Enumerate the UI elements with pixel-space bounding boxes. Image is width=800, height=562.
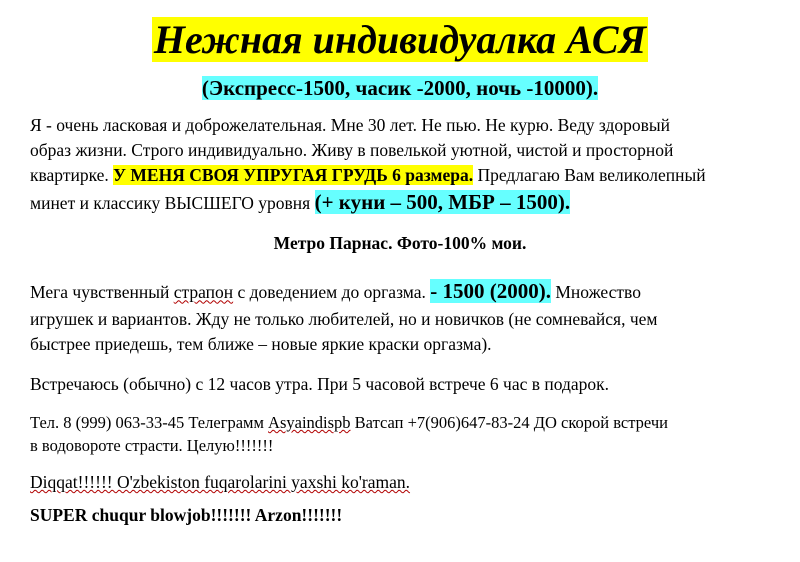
page-title-text: Нежная индивидуалка АСЯ xyxy=(153,17,647,62)
intro-line-3 xyxy=(30,163,770,188)
uzbek-line xyxy=(30,472,770,493)
intro-paragraph xyxy=(30,113,770,217)
page-title xyxy=(30,18,770,62)
extras-price-highlight: (+ куни – 500, МБР – 1500). xyxy=(314,189,571,214)
phone-text: Тел. 8 (999) 063-33-45 Телеграмм xyxy=(30,412,269,432)
strapon-part-3: Множество xyxy=(550,282,641,303)
intro-line-4-start: минет и классику ВЫСШЕГО уровня xyxy=(30,192,315,213)
uzbek-line-text: Diqqat!!!!!! O'zbekiston fuqarolarini yaxshi ko'raman. xyxy=(30,471,411,492)
intro-line-4 xyxy=(30,188,770,218)
strapon-part-1: Мега чувственный xyxy=(30,282,174,303)
price-header xyxy=(30,76,770,101)
schedule-line: Встречаюсь (обычно) с 12 часов утра. При 5 часовой встрече 6 час в подарок. xyxy=(30,373,610,394)
contacts-line-2: в водовороте страсти. Целую!!!!!!! xyxy=(30,436,274,456)
price-header-text: (Экспресс-1500, часик -2000, ночь -10000). xyxy=(201,76,599,100)
strapon-part-2: с доведением до оргазма. xyxy=(233,282,431,303)
intro-line-3-end: Предлагаю Вам великолепный xyxy=(473,164,706,185)
strapon-line-2: игрушек и вариантов. Жду не только любителей, но и новичков (не сомневайся, чем xyxy=(30,308,658,329)
final-line: SUPER chuqur blowjob!!!!!!! Arzon!!!!!!! xyxy=(30,504,343,525)
strapon-line-3: быстрее приедешь, тем ближе – новые яркие краски оргазма). xyxy=(30,334,492,355)
whatsapp-text: Ватсап +7(906)647-83-24 ДО скорой встречи xyxy=(350,412,668,432)
strapon-paragraph xyxy=(30,276,770,357)
strapon-price-highlight: - 1500 (2000). xyxy=(430,279,551,304)
intro-line-2: образ жизни. Строго индивидуально. Живу в повелькой уютной, чистой и просторной xyxy=(30,139,674,160)
contacts-paragraph xyxy=(30,411,770,458)
intro-line-3-start: квартирке. xyxy=(30,164,114,185)
strapon-word: страпон xyxy=(173,282,234,303)
metro-line: Метро Парнас. Фото-100% мои. xyxy=(273,233,527,254)
breast-highlight: У МЕНЯ СВОЯ УПРУГАЯ ГРУДЬ 6 размера. xyxy=(113,164,474,185)
intro-line-1: Я - очень ласковая и доброжелательная. Мне 30 лет. Не пью. Не курю. Веду здоровый xyxy=(30,115,670,135)
telegram-handle: Asyaindispb xyxy=(268,412,351,432)
